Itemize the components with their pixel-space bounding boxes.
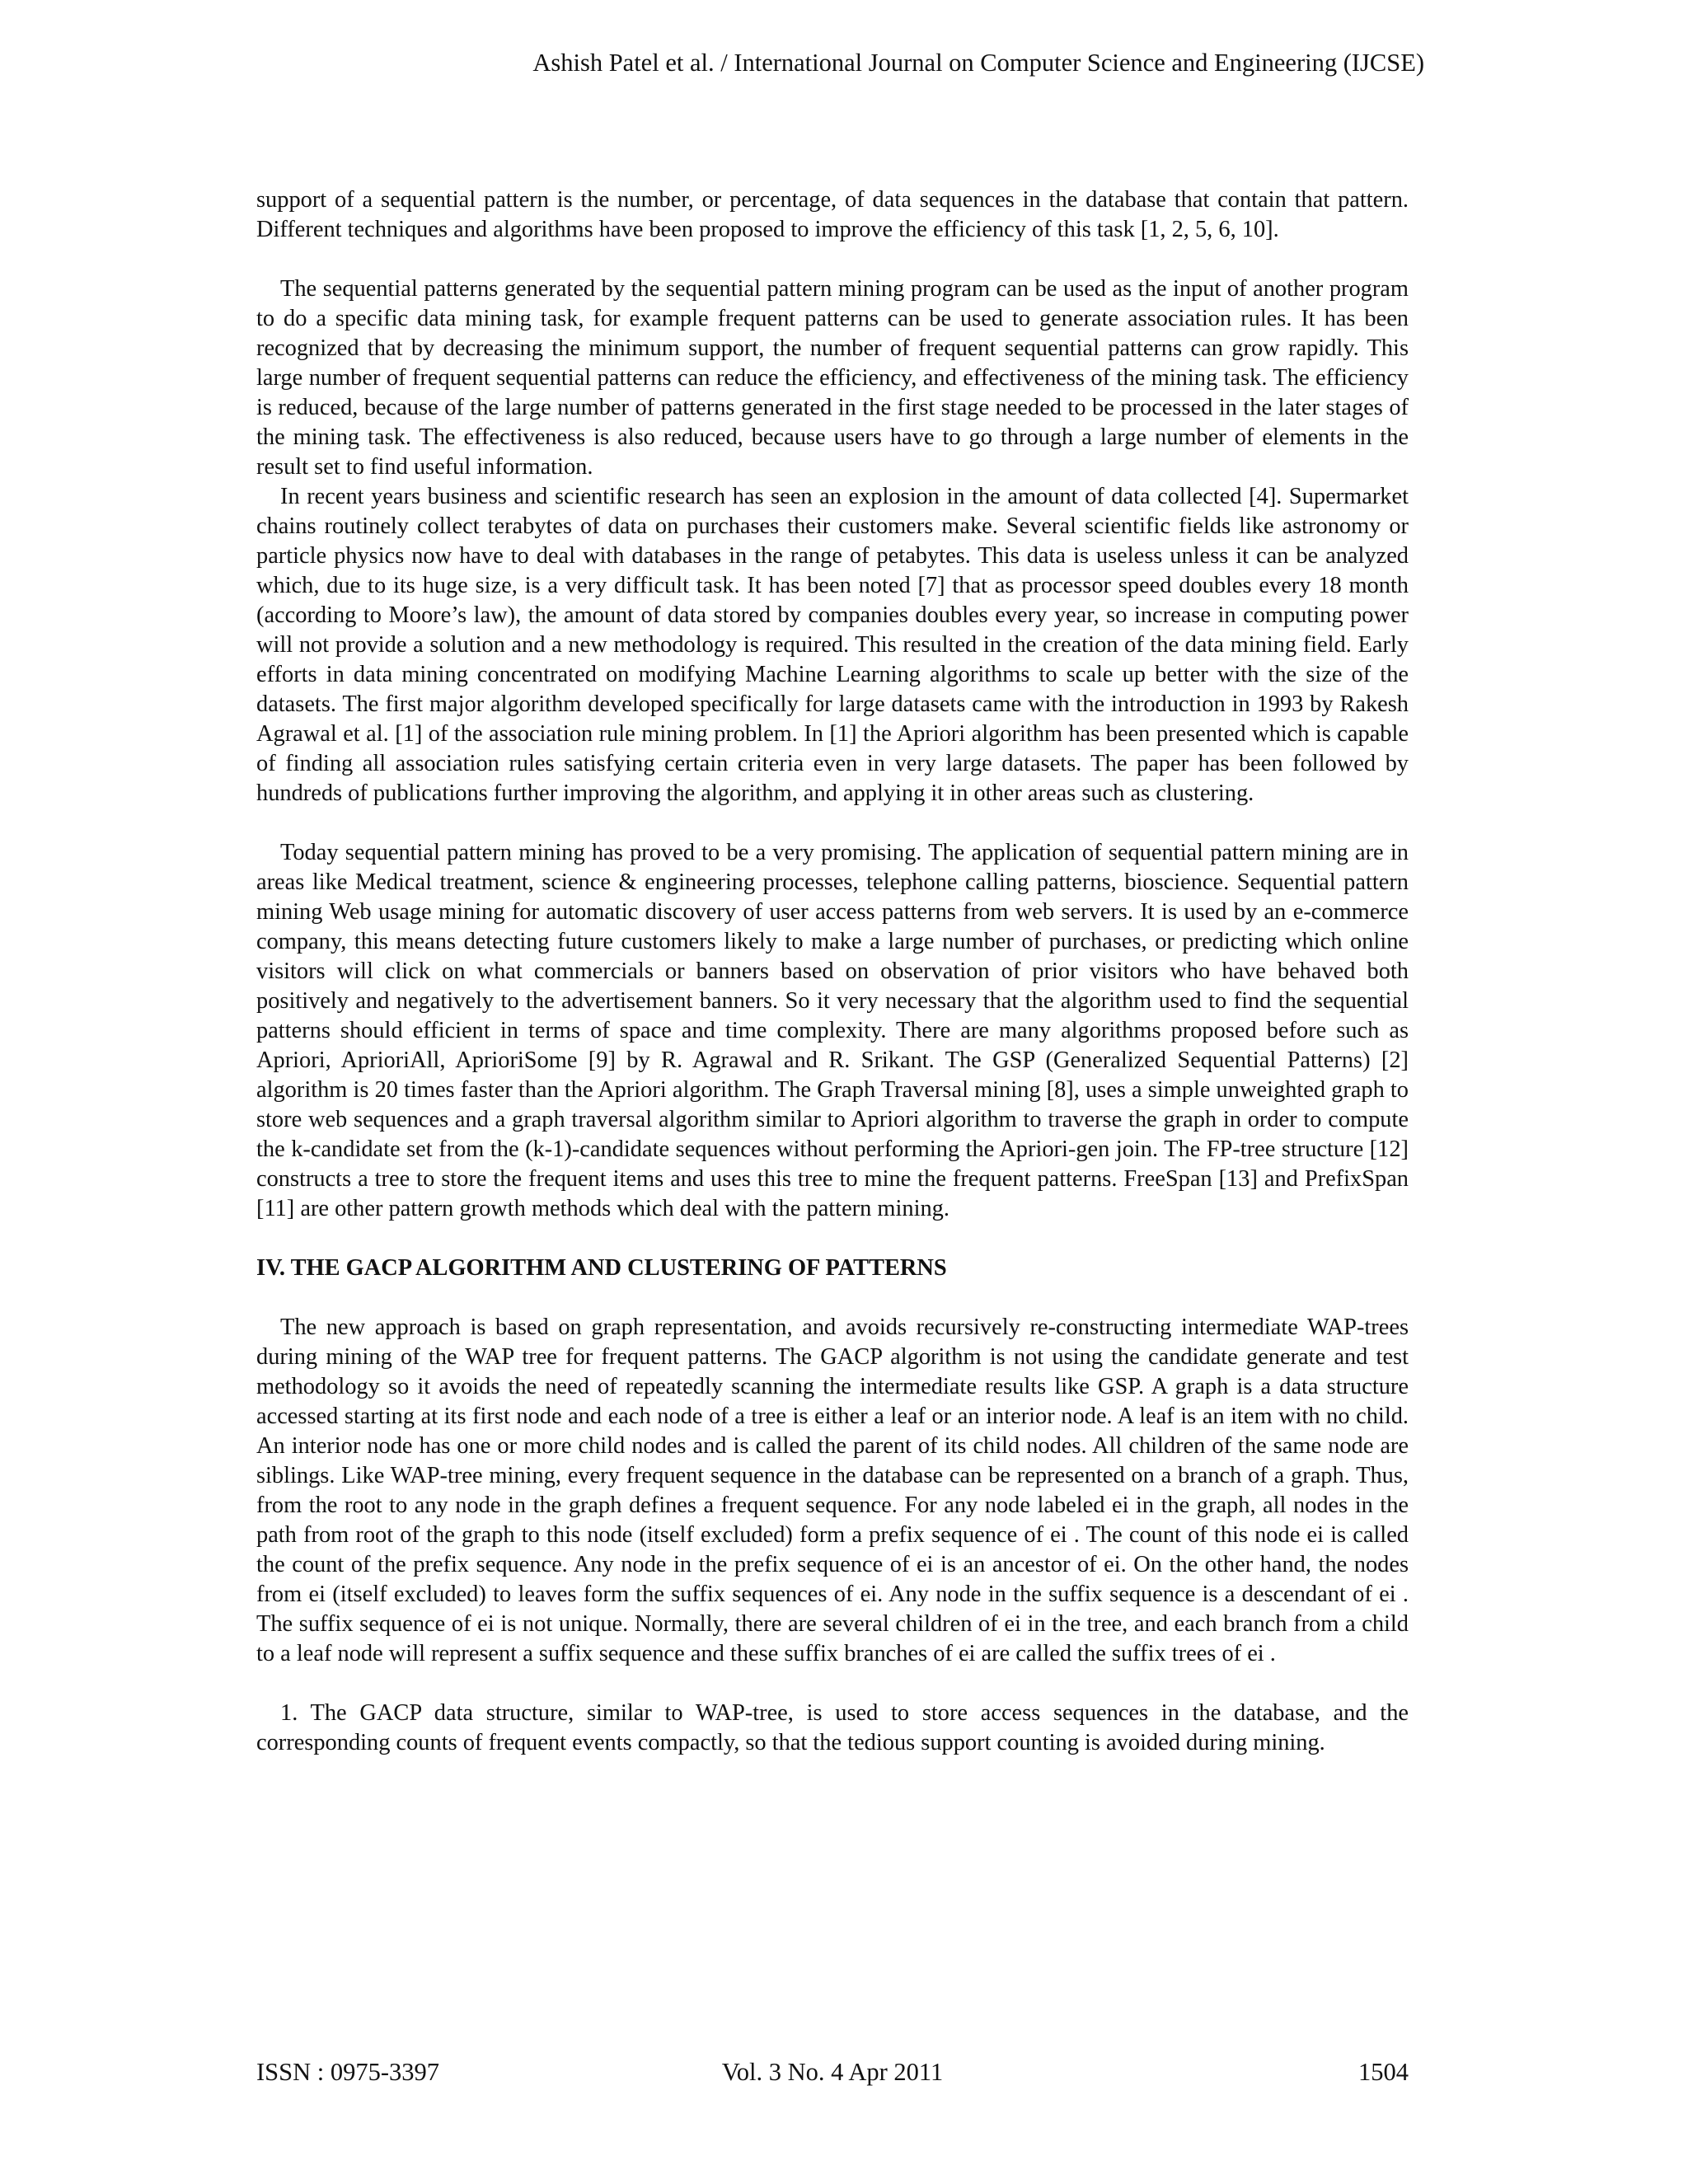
- page-number: 1504: [1358, 2058, 1409, 2086]
- body-text: [256, 185, 1409, 1758]
- paragraph-today: Today sequential pattern mining has proved to be a very promising. The application of sequential pattern mining are in areas like Medical treatment, science & engineering processes, telephone calling patterns, bioscience. Sequential pattern mining Web usage mining for automatic discovery of user access patterns from web servers. It is used by an e-commerce company, this means detecting future customers likely to make a large number of purchases, or predicting which online visitors will click on what commercials or banners based on observation of prior visitors who have behaved both positively and negatively to the advertisement banners. So it very necessary that the algorithm used to find the sequential patterns should efficient in terms of space and time complexity. There are many algorithms proposed before such as Apriori, AprioriAll, AprioriSome [9] by R. Agrawal and R. Srikant. The GSP (Generalized Sequential Patterns) [2] algorithm is 20 times faster than the Apriori algorithm. The Graph Traversal mining [8], uses a simple unweighted graph to store web sequences and a graph traversal algorithm similar to Apriori algorithm to traverse the graph in order to compute the k-candidate set from the (k-1)-candidate sequences without performing the Apriori-gen join. The FP-tree structure [12] constructs a tree to store the frequent items and uses this tree to mine the frequent patterns. FreeSpan [13] and PrefixSpan [11] are other pattern growth methods which deal with the pattern mining.: [256, 840, 1409, 1221]
- list-item-1: 1. The GACP data structure, similar to WAP-tree, is used to store access sequences in the database, and the corresponding counts of frequent events compactly, so that the tedious support counting is avoided during mining.: [256, 1700, 1409, 1755]
- footer-volume: Vol. 3 No. 4 Apr 2011: [721, 2058, 944, 2086]
- page-footer: [256, 2055, 1409, 2088]
- footer-issn: ISSN : 0975-3397: [256, 2058, 439, 2086]
- section-heading: IV. THE GACP ALGORITHM AND CLUSTERING OF PATTERNS: [256, 1255, 947, 1281]
- paragraph-new-approach: The new approach is based on graph representation, and avoids recursively re-constructing intermediate WAP-trees during mining of the WAP tree for frequent patterns. The GACP algorithm is not using the candidate generate and test methodology so it avoids the need of repeatedly scanning the intermediate results like GSP. A graph is a data structure accessed starting at its first node and each node of a tree is either a leaf or an interior node. A leaf is an item with no child. An interior node has one or more child nodes and is called the parent of its child nodes. All children of the same node are siblings. Like WAP-tree mining, every frequent sequence in the database can be represented on a branch of a graph. Thus, from the root to any node in the graph defines a frequent sequence. For any node labeled ei in the graph, all nodes in the path from root of the graph to this node (itself excluded) form a prefix sequence of ei . The count of this node ei is called the count of the prefix sequence. Any node in the prefix sequence of ei is an ancestor of ei. On the other hand, the nodes from ei (itself excluded) to leaves form the suffix sequences of ei. Any node in the suffix sequence is a descendant of ei . The suffix sequence of ei is not unique. Normally, there are several children of ei in the tree, and each branch from a child to a leaf node will represent a suffix sequence and these suffix branches of ei are called the suffix trees of ei .: [256, 1315, 1409, 1666]
- paragraph-support-definition: support of a sequential pattern is the number, or percentage, of data sequences in the database that contain that pattern. Different techniques and algorithms have been proposed to improve the efficiency of this task [1, 2, 5, 6, 10].: [256, 187, 1409, 242]
- running-header: Ashish Patel et al. / International Journal on Computer Science and Engineering (IJCSE): [532, 49, 1424, 77]
- paragraph-sequential-patterns: The sequential patterns generated by the sequential pattern mining program can be used as the input of another program to do a specific data mining task, for example frequent patterns can be used to generate association rules. It has been recognized that by decreasing the minimum support, the number of frequent sequential patterns can grow rapidly. This large number of frequent sequential patterns can reduce the efficiency, and effectiveness of the mining task. The efficiency is reduced, because of the large number of patterns generated in the first stage needed to be processed in the later stages of the mining task. The effectiveness is also reduced, because users have to go through a large number of elements in the result set to find useful information.: [256, 276, 1409, 480]
- paragraph-recent-years: In recent years business and scientific research has seen an explosion in the amount of data collected [4]. Supermarket chains routinely collect terabytes of data on purchases their customers make. Several scientific fields like astronomy or particle physics now have to deal with databases in the range of petabytes. This data is useless unless it can be analyzed which, due to its huge size, is a very difficult task. It has been noted [7] that as processor speed doubles every 18 month (according to Moore’s law), the amount of data stored by companies doubles every year, so increase in computing power will not provide a solution and a new methodology is required. This resulted in the creation of the data mining field. Early efforts in data mining concentrated on modifying Machine Learning algorithms to scale up better with the size of the datasets. The first major algorithm developed specifically for large datasets came with the introduction in 1993 by Rakesh Agrawal et al. [1] of the association rule mining problem. In [1] the Apriori algorithm has been presented which is capable of finding all association rules satisfying certain criteria even in very large datasets. The paper has been followed by hundreds of publications further improving the algorithm, and applying it in other areas such as clustering.: [256, 484, 1409, 806]
